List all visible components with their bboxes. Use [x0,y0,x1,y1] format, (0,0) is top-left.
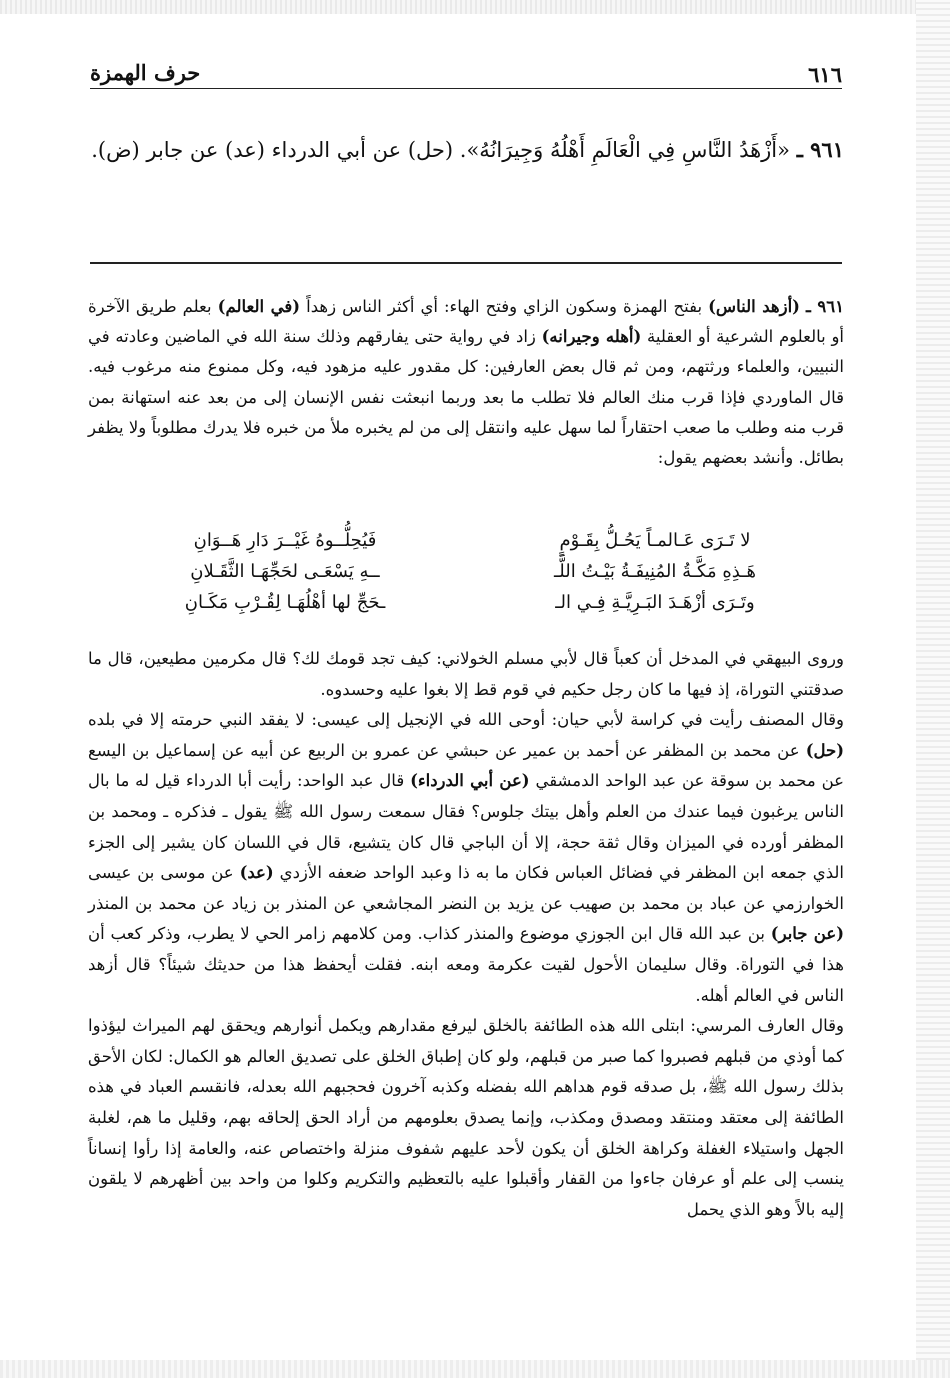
commentary-text: عن محمد بن المظفر عن أحمد بن عمير عن حبشي عن عمرو بن الربيع عن أبيه عن إسماعيل بن اليسع عن محمد بن سوقة عن عبد الواحد الدمشقي [88,740,845,791]
commentary-paragraph: وقال العارف المرسي: ابتلى الله هذه الطائفة بالخلق ليرفع مقدارهم ويكمل أنوارهم ويحقق لهم الميراث ليؤذوا كما أوذي من قبلهم فصبروا كما صبر من قبلهم، ولو كان إطباق الخلق على تصديق العالم هو الكمال: لكان الأحق بذلك رسول الله ﷺ، بل صدقه قوم هداهم الله بفضله وكذبه آخرون فحجبهم الله بعدله، فانقسم العباد في هذه الطائفة إلى معتقد ومنتقد ومصدق ومكذب، وإنما يصدق بعلومهم من أراد الحق إلحاقه بهم، وقليل ما هم، لغلبة الجهل واستيلاء الغفلة وكراهة الخلق أن يكون لأحد عليهم شفوف منزلة واختصاص عنه، والعامة إذا رأوا إنساناً ينسب إلى علم أو عرفان جاءوا من القفار وأقبلوا عليه بالتعظيم والتكريم وكلوا من واحد بين أظهرهم لا يلقون إليه بالاً وهو الذي يحمل [88,1016,844,1219]
commentary-paragraph [88,292,844,473]
commentary-bold: (عن أبي الدرداء) [410,771,530,791]
poem-verse [120,592,820,623]
verse-first-hemistich: هَـذِهِ مَكَّـةُ المُنِيفَـةُ بَيْـتُ اللَّـ [554,561,756,582]
commentary-text: وقال المصنف رأيت في كراسة لأبي حيان: أوحى الله في الإنجيل إلى عيسى: لا يفقد النبي حرمته إلا في بلده [88,710,844,730]
chapter-title: حرف الهمزة [90,60,201,85]
hadith-body: «أَزْهَدُ النَّاسِ فِي الْعَالَمِ أَهْلُهُ وَجِيرَانُهُ». (حل) عن أبي الدرداء (عد) عن جابر (ض). [91,138,790,162]
hadith-number: ٩٦١ ـ [796,137,844,162]
commentary-text: بعلم طريق الآخرة أو بالعلوم الشرعية أو العقلية [88,297,844,347]
commentary-bold: (حل) [805,740,844,760]
hadith-text [88,124,844,176]
commentary-bold: (في العالم) [217,297,301,316]
commentary-paragraph [88,705,844,1011]
poem-verse [120,530,820,561]
commentary-paragraph: وروى البيهقي في المدخل أن كعباً قال لأبي مسلم الخولاني: كيف تجد قومك لك؟ قال مكرمين مطيعين، قال ما صدقتني التوراة، إذ فيها ما كان رجل حكيم في قوم قط إلا بغوا عليه وحسدوه. [88,649,844,699]
commentary-text: قال عبد الواحد: رأيت أبا الدرداء قيل له ما بال الناس يرغبون فيما عندك من العلم وأهل بيتك جلوس؟ فقال سمعت رسول الله ﷺ يقول ـ فذكره ـ ومحمد بن المظفر أورده في الميزان وقال ثقة حجة، إلا أن الباجي قال كان يتشيع، قال في اللسان كان يشير إلى الجزء الذي جمعه ابن المظفر في فضائل العباس فكان ما به ذا وعبد الواحد ضعفه الأزدي [88,771,844,883]
commentary-block [88,292,844,473]
commentary-lead: (أزهد الناس) [708,297,800,316]
verse-second-hemistich: ــهِ يَسْعَـى لحَجِّهَـا الثَّقَـلانِ [190,561,380,582]
commentary-continuation [88,644,844,1225]
commentary-bold: (عد) [239,863,274,883]
verse-first-hemistich: لا تَـرَى عَـالمـاً يَحُـلُّ بِقَـوْمٍ [559,530,751,551]
commentary-bold: (أهله وجيرانه) [541,327,642,347]
commentary-bold: (عن جابر) [770,924,845,944]
commentary-text: بن عبد الله قال ابن الجوزي موضوع والمنذر كذاب. ومن كلامهم زامر الحي لا يطرب، وذكر كعب أن هذا في التوراة. وقال سليمان الأحول لقيت عكرمة ومعه ابنه. فقلت أيحفظ هذا من حديثك شيئاً؟ قال أزهد الناس في العالم أهله. [88,924,844,1005]
poem-verse [120,561,820,592]
poem [120,530,820,623]
verse-second-hemistich: ـحَجِّ لها أهْلُهَـا لِقُـرْبِ مَكَـانِ [184,592,386,613]
page-header [90,58,842,92]
verse-first-hemistich: وتَـرَى أزْهَـدَ البَـرِيَّـةِ فِـي الـ [555,592,755,613]
commentary-text: بفتح الهمزة وسكون الزاي وفتح الهاء: أي أكثر الناس زهداً [306,297,703,316]
commentary-number: ٩٦١ ـ [806,297,844,316]
scan-edge-bottom [0,1360,950,1378]
verse-second-hemistich: فَيُحِلُّــوهُ غَيْــرَ دَارِ هَــوَانِ [193,530,377,551]
commentary-text: عن موسى بن عيسى الخوارزمي عن عباد بن محمد بن صهيب عن يزيد بن النضر المجاشعي عن المنذر بن زياد عن محمد بن المنذر [88,863,844,913]
scan-edge-right [916,0,950,1378]
header-rule [90,88,842,89]
commentary-text: زاد في رواية حتى يفارقهم وذلك سنة الله في الماضين وعادته في النبيين، والعلماء ورثتهم، ومن ثم قال بعض العارفين: كل مقدور عليه مزهود فيه، وكل ممنوع منه مرغوب فيه. قال الماوردي فإذا قرب منك العالم فلا تطلب ما بعد وربما انبعثت نفس الإنسان إلى من بعد عنه استهانة بمن قرب منه وطلب ما صعب احتقاراً لما سهل عليه وانتقل إلى من لم يخبره ملأ من خبره فلا يدرك مطلوباً ولا يظفر بطائل. وأنشد بعضهم يقول: [88,327,844,468]
section-divider [90,262,842,264]
page-number: ٦١٦ [808,62,842,87]
scan-edge-top [0,0,950,14]
